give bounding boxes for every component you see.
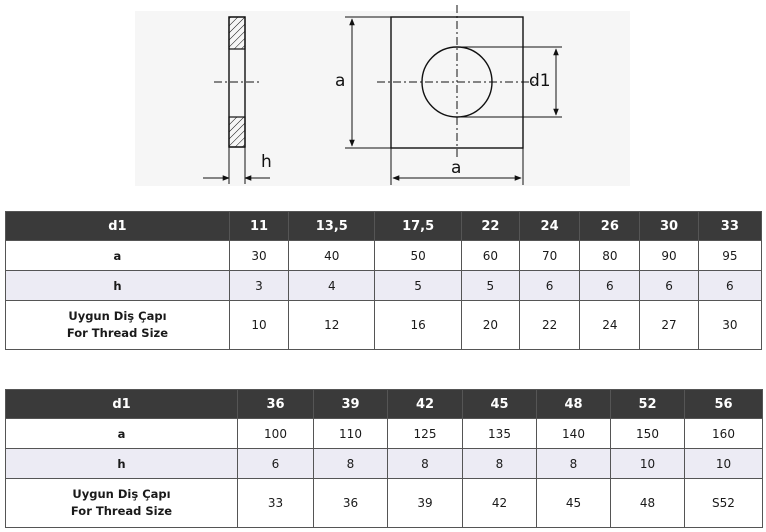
column-header: 26 <box>580 212 640 241</box>
header-label: d1 <box>6 390 238 419</box>
table-cell: 80 <box>580 241 640 271</box>
side-view <box>203 17 270 184</box>
dimension-label-h: h <box>261 152 272 172</box>
spec-table-1 <box>5 211 762 350</box>
table-row <box>6 241 762 271</box>
table-cell: 160 <box>685 419 763 449</box>
row-label <box>6 301 230 350</box>
table-cell: 140 <box>537 419 611 449</box>
table-row <box>6 301 762 350</box>
table-cell: S52 <box>685 479 763 528</box>
table-cell: 30 <box>698 301 761 350</box>
column-header: 33 <box>698 212 761 241</box>
table-cell: 90 <box>640 241 698 271</box>
table-cell: 4 <box>289 271 375 301</box>
table-row <box>6 479 763 528</box>
row-label-line2: For Thread Size <box>66 326 169 340</box>
column-header: 24 <box>519 212 579 241</box>
table-row <box>6 271 762 301</box>
spec-table-2 <box>5 389 763 528</box>
table-cell: 20 <box>461 301 519 350</box>
row-label-line2: For Thread Size <box>70 504 173 518</box>
table-cell: 70 <box>519 241 579 271</box>
table-cell: 8 <box>463 449 537 479</box>
table-cell: 30 <box>229 241 288 271</box>
row-label <box>6 479 238 528</box>
row-label: h <box>6 271 230 301</box>
row-label-line1: Uygun Diş Çapı <box>68 309 167 323</box>
column-header: 45 <box>463 390 537 419</box>
row-label: a <box>6 419 238 449</box>
column-header: 39 <box>314 390 388 419</box>
table-cell: 5 <box>375 271 461 301</box>
column-header: 42 <box>388 390 463 419</box>
table-cell: 110 <box>314 419 388 449</box>
row-label: h <box>6 449 238 479</box>
table-cell: 39 <box>388 479 463 528</box>
table-cell: 45 <box>537 479 611 528</box>
table-header-row <box>6 390 763 419</box>
table-cell: 150 <box>611 419 685 449</box>
header-label: d1 <box>6 212 230 241</box>
table-cell: 60 <box>461 241 519 271</box>
column-header: 13,5 <box>289 212 375 241</box>
table-cell: 6 <box>640 271 698 301</box>
table-cell: 22 <box>519 301 579 350</box>
column-header: 30 <box>640 212 698 241</box>
dimension-label-a-vertical: a <box>335 71 346 91</box>
table-cell: 3 <box>229 271 288 301</box>
table-cell: 36 <box>314 479 388 528</box>
table-cell: 8 <box>388 449 463 479</box>
table-row <box>6 419 763 449</box>
table-cell: 16 <box>375 301 461 350</box>
column-header: 22 <box>461 212 519 241</box>
table-cell: 6 <box>519 271 579 301</box>
column-header: 56 <box>685 390 763 419</box>
row-label: a <box>6 241 230 271</box>
column-header: 52 <box>611 390 685 419</box>
table-cell: 10 <box>685 449 763 479</box>
column-header: 11 <box>229 212 288 241</box>
washer-technical-drawing <box>0 0 766 200</box>
table-cell: 50 <box>375 241 461 271</box>
dimension-label-d1: d1 <box>529 71 551 91</box>
table-cell: 8 <box>314 449 388 479</box>
table-cell: 6 <box>698 271 761 301</box>
table-cell: 33 <box>238 479 314 528</box>
table-cell: 10 <box>611 449 685 479</box>
table-header-row <box>6 212 762 241</box>
table-cell: 95 <box>698 241 761 271</box>
table-cell: 48 <box>611 479 685 528</box>
table-cell: 12 <box>289 301 375 350</box>
table-cell: 100 <box>238 419 314 449</box>
table-cell: 6 <box>580 271 640 301</box>
table-cell: 24 <box>580 301 640 350</box>
table-row <box>6 449 763 479</box>
table-cell: 40 <box>289 241 375 271</box>
column-header: 36 <box>238 390 314 419</box>
row-label-line1: Uygun Diş Çapı <box>72 487 171 501</box>
table-cell: 42 <box>463 479 537 528</box>
table-cell: 135 <box>463 419 537 449</box>
table-cell: 6 <box>238 449 314 479</box>
table-cell: 27 <box>640 301 698 350</box>
table-cell: 125 <box>388 419 463 449</box>
column-header: 17,5 <box>375 212 461 241</box>
dimension-label-a-horizontal: a <box>451 158 462 178</box>
table-cell: 5 <box>461 271 519 301</box>
table-cell: 10 <box>229 301 288 350</box>
column-header: 48 <box>537 390 611 419</box>
table-cell: 8 <box>537 449 611 479</box>
